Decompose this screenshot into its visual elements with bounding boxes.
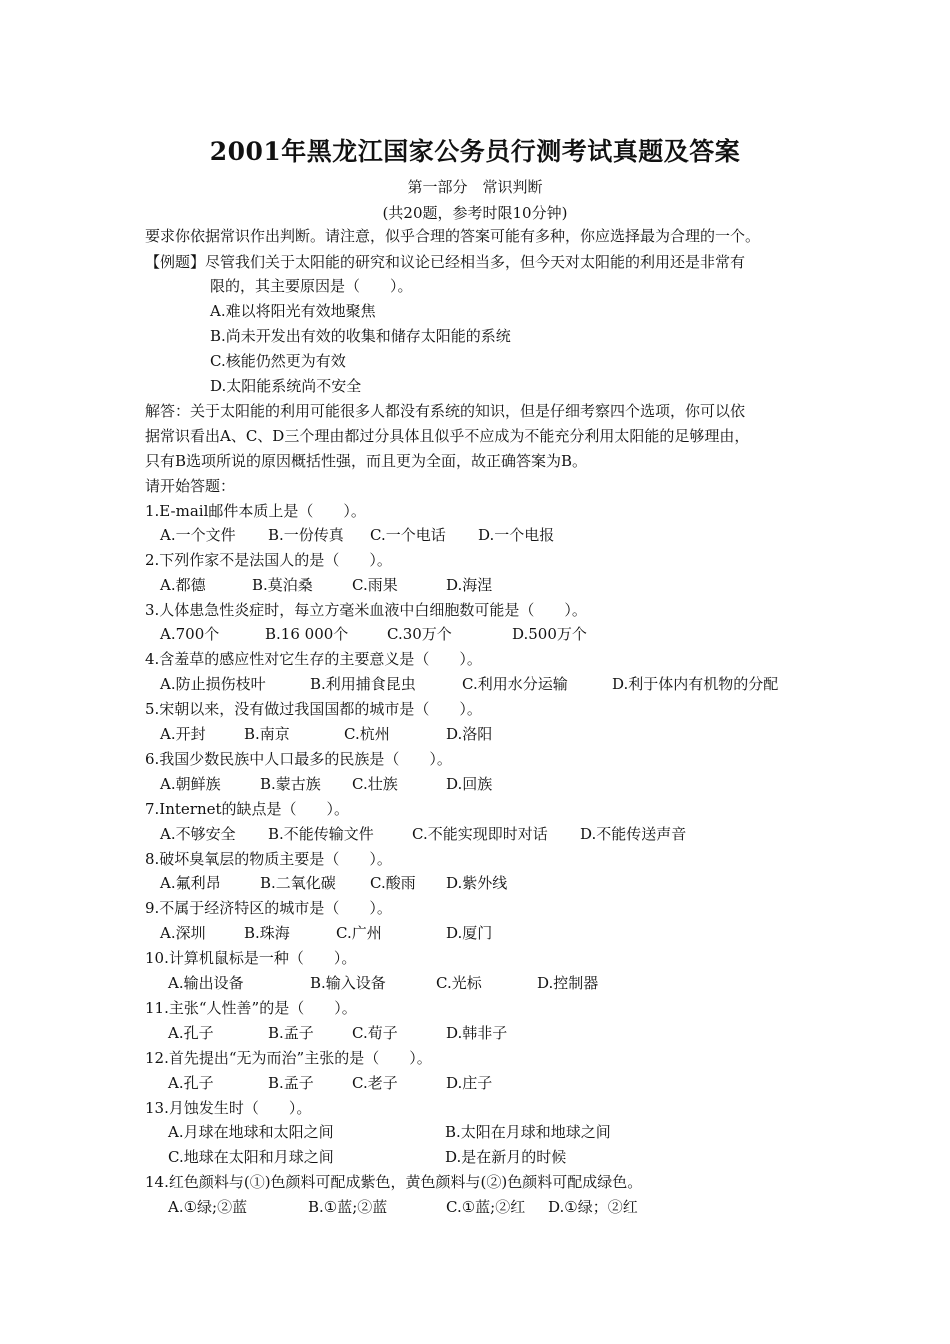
instruction-text: 要求你依据常识作出判断。请注意，似乎合理的答案可能有多种，你应选择最为合理的一个。 [145, 227, 761, 245]
q8-option-a: A.氟利昂 [160, 874, 221, 892]
answer-line-2: 据常识看出A、C、D三个理由都过分具体且似乎不应成为不能充分利用太阳能的足够理由， [145, 427, 750, 445]
q4-option-d: D.利于体内有机物的分配 [612, 675, 779, 693]
q9-option-c: C.广州 [336, 924, 382, 942]
question-5: 5.宋朝以来，没有做过我国国都的城市是（ ）。 [145, 700, 482, 718]
q2-option-b: B.莫泊桑 [252, 576, 313, 594]
q5-option-a: A.开封 [160, 725, 206, 743]
q2-option-a: A.都德 [160, 576, 206, 594]
q6-option-a: A.朝鲜族 [160, 775, 221, 793]
q11-option-b: B.孟子 [268, 1024, 314, 1042]
q11-option-d: D.韩非子 [446, 1024, 508, 1042]
question-1: 1.E-mail邮件本质上是（ ）。 [145, 502, 366, 520]
q3-option-a: A.700个 [160, 625, 220, 643]
q10-option-c: C.光标 [436, 974, 482, 992]
example-line-1: 【例题】尽管我们关于太阳能的研究和议论已经相当多，但今天对太阳能的利用还是非常有 [145, 253, 746, 271]
q7-option-a: A.不够安全 [160, 825, 236, 843]
q3-option-c: C.30万个 [387, 625, 452, 643]
question-14: 14.红色颜料与(①)色颜料可配成紫色，黄色颜料与(②)色颜料可配成绿色。 [145, 1173, 643, 1191]
answer-line-1: 解答：关于太阳能的利用可能很多人都没有系统的知识，但是仔细考察四个选项，你可以依 [145, 402, 746, 420]
q6-option-c: C.壮族 [352, 775, 398, 793]
q2-option-c: C.雨果 [352, 576, 398, 594]
q1-option-b: B.一份传真 [268, 526, 344, 544]
question-12: 12.首先提出“无为而治”主张的是（ ）。 [145, 1049, 432, 1067]
example-option-b: B.尚未开发出有效的收集和储存太阳能的系统 [210, 327, 511, 345]
example-option-d: D.太阳能系统尚不安全 [210, 377, 362, 395]
q2-option-d: D.海涅 [446, 576, 493, 594]
start-prompt: 请开始答题： [145, 477, 236, 495]
q11-option-c: C.荀子 [352, 1024, 398, 1042]
q14-option-a: A.①绿;②蓝 [168, 1198, 248, 1216]
q1-option-d: D.一个电报 [478, 526, 555, 544]
q5-option-b: B.南京 [244, 725, 290, 743]
q10-option-b: B.输入设备 [310, 974, 386, 992]
q3-option-b: B.16 000个 [265, 625, 349, 643]
page-title: 2001年黑龙江国家公务员行测考试真题及答案 [209, 137, 741, 166]
question-10: 10.计算机鼠标是一种（ ）。 [145, 949, 357, 967]
q9-option-b: B.珠海 [244, 924, 290, 942]
q11-option-a: A.孔子 [168, 1024, 214, 1042]
answer-line-3: 只有B选项所说的原因概括性强，而且更为全面，故正确答案为B。 [145, 452, 588, 470]
q13-option-c: C.地球在太阳和月球之间 [168, 1148, 334, 1166]
question-4: 4.含羞草的感应性对它生存的主要意义是（ ）。 [145, 650, 482, 668]
q4-option-c: C.利用水分运输 [462, 675, 568, 693]
example-option-a: A.难以将阳光有效地聚焦 [210, 302, 376, 320]
question-13: 13.月蚀发生时（ ）。 [145, 1099, 312, 1117]
q13-option-a: A.月球在地球和太阳之间 [168, 1123, 334, 1141]
q7-option-d: D.不能传送声音 [580, 825, 687, 843]
q10-option-d: D.控制器 [537, 974, 599, 992]
q6-option-d: D.回族 [446, 775, 493, 793]
q7-option-c: C.不能实现即时对话 [412, 825, 548, 843]
example-option-c: C.核能仍然更为有效 [210, 352, 346, 370]
question-11: 11.主张“人性善”的是（ ）。 [145, 999, 357, 1017]
q13-option-b: B.太阳在月球和地球之间 [445, 1123, 611, 1141]
q13-option-d: D.是在新月的时候 [445, 1148, 567, 1166]
q12-option-d: D.庄子 [446, 1074, 493, 1092]
q1-option-c: C.一个电话 [370, 526, 446, 544]
question-2: 2.下列作家不是法国人的是（ ）。 [145, 551, 392, 569]
q12-option-c: C.老子 [352, 1074, 398, 1092]
question-7: 7.Internet的缺点是（ ）。 [145, 800, 350, 818]
q8-option-c: C.酸雨 [370, 874, 416, 892]
q5-option-d: D.洛阳 [446, 725, 493, 743]
question-3: 3.人体患急性炎症时，每立方毫米血液中白细胞数可能是（ ）。 [145, 601, 587, 619]
q8-option-b: B.二氧化碳 [260, 874, 336, 892]
example-line-2: 限的，其主要原因是（ ）。 [210, 277, 413, 295]
q14-option-d: D.①绿；②红 [548, 1198, 638, 1216]
q3-option-d: D.500万个 [512, 625, 587, 643]
question-8: 8.破坏臭氧层的物质主要是（ ）。 [145, 850, 392, 868]
q12-option-b: B.孟子 [268, 1074, 314, 1092]
q9-option-a: A.深圳 [160, 924, 206, 942]
section-note: (共20题，参考时限10分钟) [382, 204, 568, 222]
q4-option-a: A.防止损伤枝叶 [160, 675, 266, 693]
q9-option-d: D.厦门 [446, 924, 493, 942]
q4-option-b: B.利用捕食昆虫 [310, 675, 416, 693]
question-6: 6.我国少数民族中人口最多的民族是（ ）。 [145, 750, 452, 768]
q10-option-a: A.输出设备 [168, 974, 244, 992]
section-heading: 第一部分 常识判断 [407, 178, 543, 196]
q12-option-a: A.孔子 [168, 1074, 214, 1092]
q14-option-b: B.①蓝;②蓝 [308, 1198, 388, 1216]
q7-option-b: B.不能传输文件 [268, 825, 374, 843]
q1-option-a: A.一个文件 [160, 526, 236, 544]
q6-option-b: B.蒙古族 [260, 775, 321, 793]
q14-option-c: C.①蓝;②红 [446, 1198, 526, 1216]
q8-option-d: D.紫外线 [446, 874, 508, 892]
q5-option-c: C.杭州 [344, 725, 390, 743]
question-9: 9.不属于经济特区的城市是（ ）。 [145, 899, 392, 917]
